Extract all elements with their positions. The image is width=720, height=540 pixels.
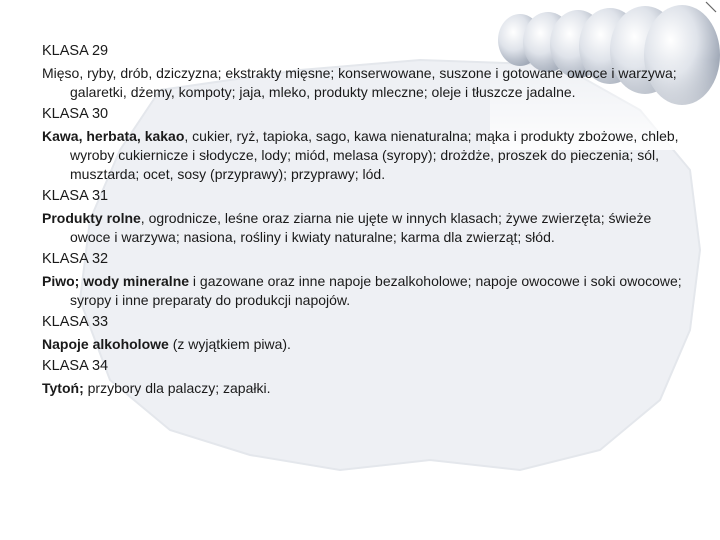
class-description bbox=[42, 335, 682, 354]
class-text: , ogrodnicze, leśne oraz ziarna nie ujęte w innych klasach; żywe zwierzęta; świeże owoce i warzywa; nasiona, rośliny i kwiaty naturalne; karma dla zwierząt; słód. bbox=[70, 210, 652, 245]
class-heading: KLASA 33 bbox=[42, 314, 109, 330]
class-text: , cukier, ryż, tapioka, sago, kawa nienaturalna; mąka i produkty zbożowe, chleb, wyroby cukiernicze i słodycze, lody; miód, melasa (syropy); drożdże, proszek do pieczenia; sól, musztarda; ocet, sosy (przyprawy); przyprawy; lód. bbox=[70, 128, 679, 182]
class-description bbox=[42, 379, 682, 398]
class-description bbox=[42, 64, 682, 102]
class-text: przybory dla palaczy; zapałki. bbox=[83, 380, 271, 396]
class-lead: Tytoń; bbox=[42, 380, 84, 396]
class-description bbox=[42, 127, 682, 184]
corner-mark bbox=[704, 0, 718, 19]
class-lead: Napoje alkoholowe bbox=[42, 336, 169, 352]
class-heading: KLASA 32 bbox=[42, 251, 109, 267]
class-heading: KLASA 34 bbox=[42, 358, 109, 374]
class-text: Mięso, ryby, drób, dziczyzna; ekstrakty mięsne; konserwowane, suszone i gotowane owoce i warzywa; galaretki, dżemy, kompoty; jaja, mleko, produkty mleczne; oleje i tłuszcze jadalne. bbox=[42, 65, 677, 100]
class-lead: Kawa, herbata, kakao bbox=[42, 128, 185, 144]
class-lead: Piwo; wody mineralne bbox=[42, 273, 190, 289]
class-description bbox=[42, 209, 682, 247]
class-list bbox=[42, 42, 682, 401]
class-heading: KLASA 29 bbox=[42, 43, 109, 59]
class-lead: Produkty rolne bbox=[42, 210, 141, 226]
class-heading: KLASA 30 bbox=[42, 106, 109, 122]
class-description bbox=[42, 272, 682, 310]
class-heading: KLASA 31 bbox=[42, 188, 109, 204]
class-text: i gazowane oraz inne napoje bezalkoholowe; napoje owocowe i soki owocowe; syropy i inne preparaty do produkcji napojów. bbox=[70, 273, 682, 308]
class-text: (z wyjątkiem piwa). bbox=[168, 336, 291, 352]
